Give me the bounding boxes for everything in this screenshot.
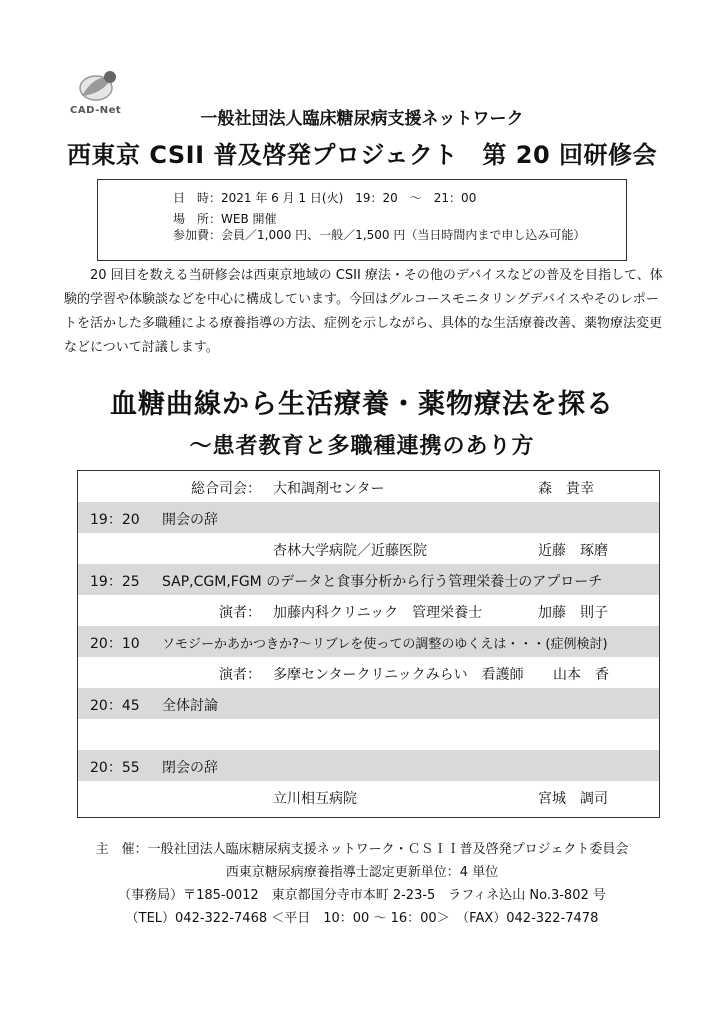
program-row	[78, 750, 659, 781]
program-row	[78, 502, 659, 533]
speaker-affiliation: 立川相互病院	[273, 791, 357, 807]
footer	[0, 838, 724, 930]
session-title: SAP,CGM,FGM のデータと食事分析から行う管理栄養士のアプローチ	[162, 574, 603, 590]
speaker-affiliation: 加藤内科クリニック 管理栄養士	[273, 605, 483, 621]
organizer-line: 一般社団法人臨床糖尿病支援ネットワーク	[200, 109, 524, 129]
program-row	[78, 564, 659, 595]
program-row	[78, 626, 659, 657]
footer-office: （事務局）〒185-0012 東京都国分寺市本町 2-23-5 ラフィネ込山 No.3-802 号	[118, 888, 606, 903]
event-info-box	[97, 179, 627, 261]
speaker-name: 加藤 則子	[538, 605, 608, 621]
session-title: 開会の辞	[162, 512, 218, 528]
session-title: ソモジーかあかつきか?～リブレを使っての調整のゆくえは・・・(症例検討)	[162, 637, 608, 652]
theme-title: 血糖曲線から生活療養・薬物療法を探る	[110, 389, 614, 420]
footer-credits: 西東京糖尿病療養指導士認定更新単位：4 単位	[225, 865, 499, 880]
event-date: 日 時：2021 年 6 月 1 日(火) 19：20 ～ 21：00	[173, 191, 477, 205]
footer-contact: （TEL）042-322-7468 ＜平日 10：00 ～ 16：00＞ （FAX）042-322-7478	[125, 911, 599, 926]
session-time: 20：55	[90, 760, 140, 776]
program-row	[78, 533, 659, 564]
theme-subtitle: ～患者教育と多職種連携のあり方	[189, 434, 535, 459]
event-venue: 場 所：WEB 開催	[173, 212, 277, 226]
speaker-name: 宮城 調司	[538, 791, 608, 807]
speaker-role: 演者：	[219, 667, 261, 683]
moderator-affiliation: 大和調剤センター	[273, 481, 385, 497]
program-row-moderator	[78, 471, 659, 502]
session-time: 20：45	[90, 698, 140, 714]
speaker-role: 演者：	[219, 605, 261, 621]
session-title: 閉会の辞	[162, 760, 218, 776]
session-title: 全体討論	[162, 698, 218, 714]
speaker-name: 近藤 琢磨	[538, 543, 608, 559]
speaker-affiliation: 多摩センタークリニックみらい 看護師	[273, 667, 524, 683]
logo-text: CAD-Net	[70, 105, 122, 116]
speaker-affiliation: 杏林大学病院／近藤医院	[273, 543, 427, 559]
moderator-name: 森 貴幸	[538, 481, 594, 497]
program-row	[78, 781, 659, 812]
moderator-role: 総合司会：	[191, 481, 261, 497]
program-row-empty	[78, 719, 659, 750]
program-row	[78, 657, 659, 688]
session-time: 20：10	[90, 636, 140, 652]
session-time: 19：25	[90, 574, 140, 590]
program-row	[78, 595, 659, 626]
intro-paragraph: 20 回目を数える当研修会は西東京地域の CSII 療法・その他のデバイスなどの普及を目指して、体験的学習や体験談などを中心に構成しています。今回はグルコースモニタリングデバイスやそのレポートを活かした多職種による療養指導の方法、症例を示しながら、具体的な生活療養改善、薬物療法変更などについて討議します。	[64, 268, 663, 355]
page-title: 西東京 CSII 普及啓発プロジェクト 第 20 回研修会	[66, 141, 658, 169]
leaf-logo-icon	[72, 68, 126, 108]
program-row	[78, 688, 659, 719]
session-time: 19：20	[90, 512, 140, 528]
event-fee: 参加費：会員／1,000 円、一般／1,500 円（当日時間内まで申し込み可能）	[173, 228, 586, 242]
footer-sponsor: 主 催：一般社団法人臨床糖尿病支援ネットワーク・ＣＳＩＩ普及啓発プロジェクト委員会	[95, 842, 629, 857]
speaker-name: 山本 香	[553, 667, 609, 683]
program-table	[77, 470, 660, 818]
